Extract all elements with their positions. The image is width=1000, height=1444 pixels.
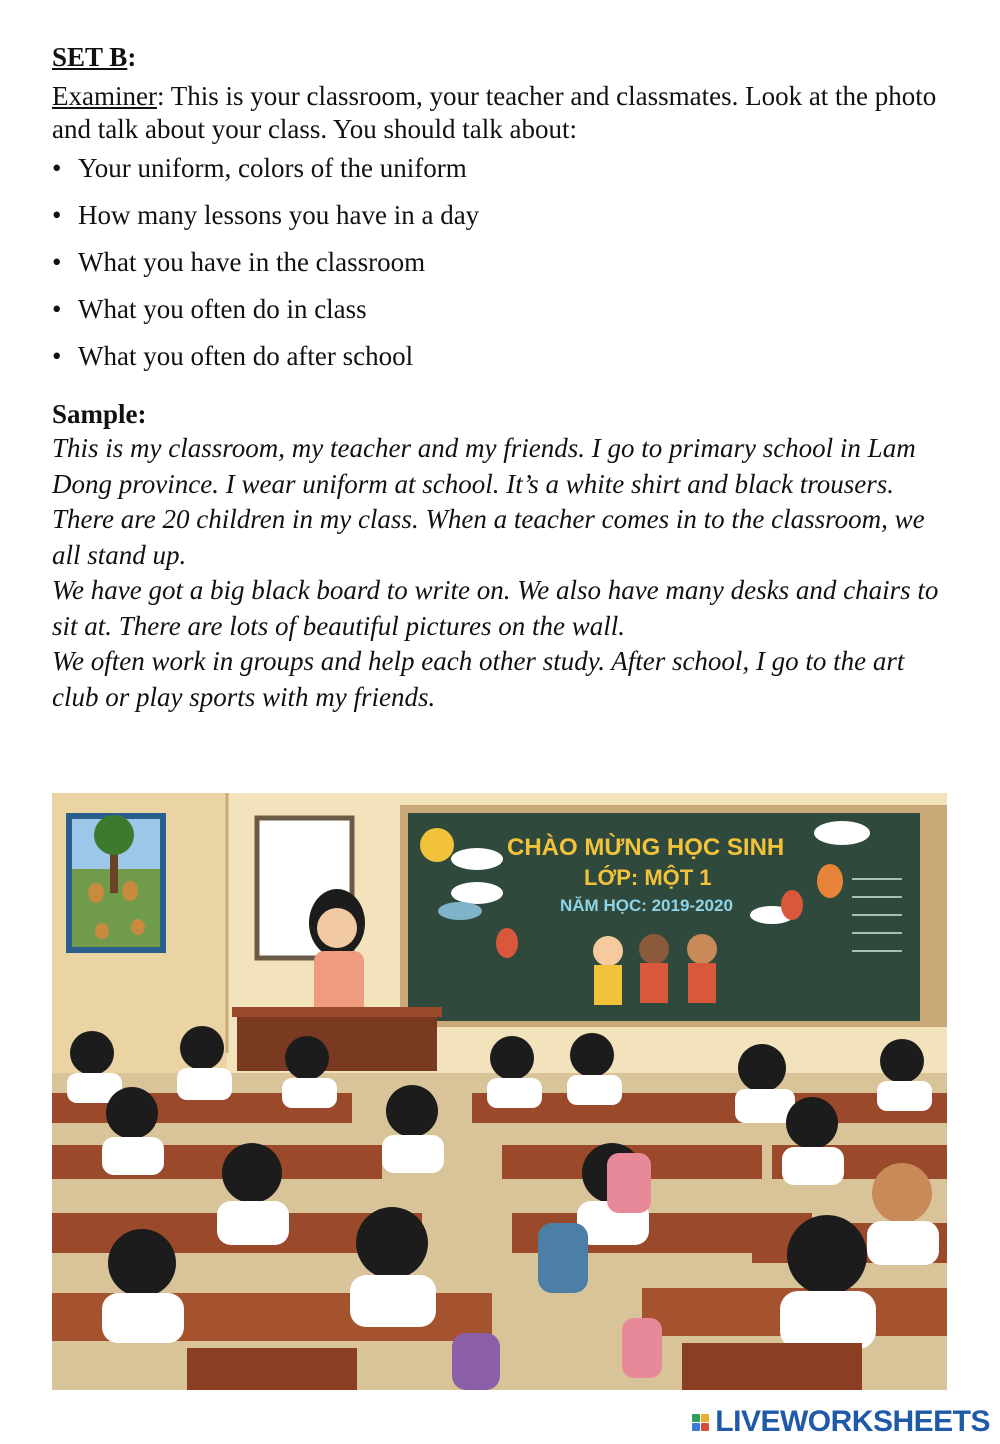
list-item <box>52 199 952 232</box>
examiner-label: Examiner <box>52 81 157 111</box>
teacher-desk <box>237 1011 437 1071</box>
wall-poster <box>66 813 166 953</box>
list-item <box>52 246 952 279</box>
set-label: SET B <box>52 42 128 72</box>
set-colon: : <box>127 42 137 72</box>
prompt-text: What you often do after school <box>78 341 414 371</box>
bullet-icon: • <box>52 341 62 371</box>
prompt-text: How many lessons you have in a day <box>78 200 480 230</box>
board-line2: LỚP: MỘT 1 <box>584 865 712 890</box>
sample-heading: Sample: <box>52 399 147 429</box>
list-item <box>52 152 952 185</box>
board-line3: NĂM HỌC: 2019-2020 <box>560 896 733 915</box>
prompt-list <box>52 152 952 373</box>
logo-mark-icon <box>692 1414 709 1431</box>
bullet-icon: • <box>52 294 62 324</box>
sample-paragraph: This is my classroom, my teacher and my friends. I go to primary school in Lam Dong province. I wear uniform at school. It’s a white shirt and black trousers. There are 20 children in my class. When a teacher comes in to the classroom, we all stand up. <box>52 433 925 570</box>
examiner-text: : This is your classroom, your teacher and classmates. Look at the photo and talk about your class. You should talk about: <box>52 81 937 144</box>
examiner-instruction <box>52 80 952 146</box>
bullet-icon: • <box>52 153 62 183</box>
prompt-text: What you often do in class <box>78 294 367 324</box>
blackboard <box>400 805 947 1027</box>
worksheet <box>52 38 952 715</box>
prompt-text: Your uniform, colors of the uniform <box>78 153 467 183</box>
list-item <box>52 293 952 326</box>
set-title <box>52 38 952 76</box>
list-item <box>52 340 952 373</box>
classroom-illustration <box>52 793 947 1390</box>
board-line1: CHÀO MỪNG HỌC SINH <box>507 834 785 861</box>
liveworksheets-logo <box>692 1404 990 1440</box>
sample-paragraph: We have got a big black board to write on. We also have many desks and chairs to sit at. There are lots of beautiful pictures on the wall. <box>52 575 939 641</box>
bullet-icon: • <box>52 200 62 230</box>
prompt-text: What you have in the classroom <box>78 247 426 277</box>
bullet-icon: • <box>52 247 62 277</box>
sample-paragraph: We often work in groups and help each other study. After school, I go to the art club or play sports with my friends. <box>52 646 905 712</box>
brand-name: LIVEWORKSHEETS <box>715 1405 990 1438</box>
